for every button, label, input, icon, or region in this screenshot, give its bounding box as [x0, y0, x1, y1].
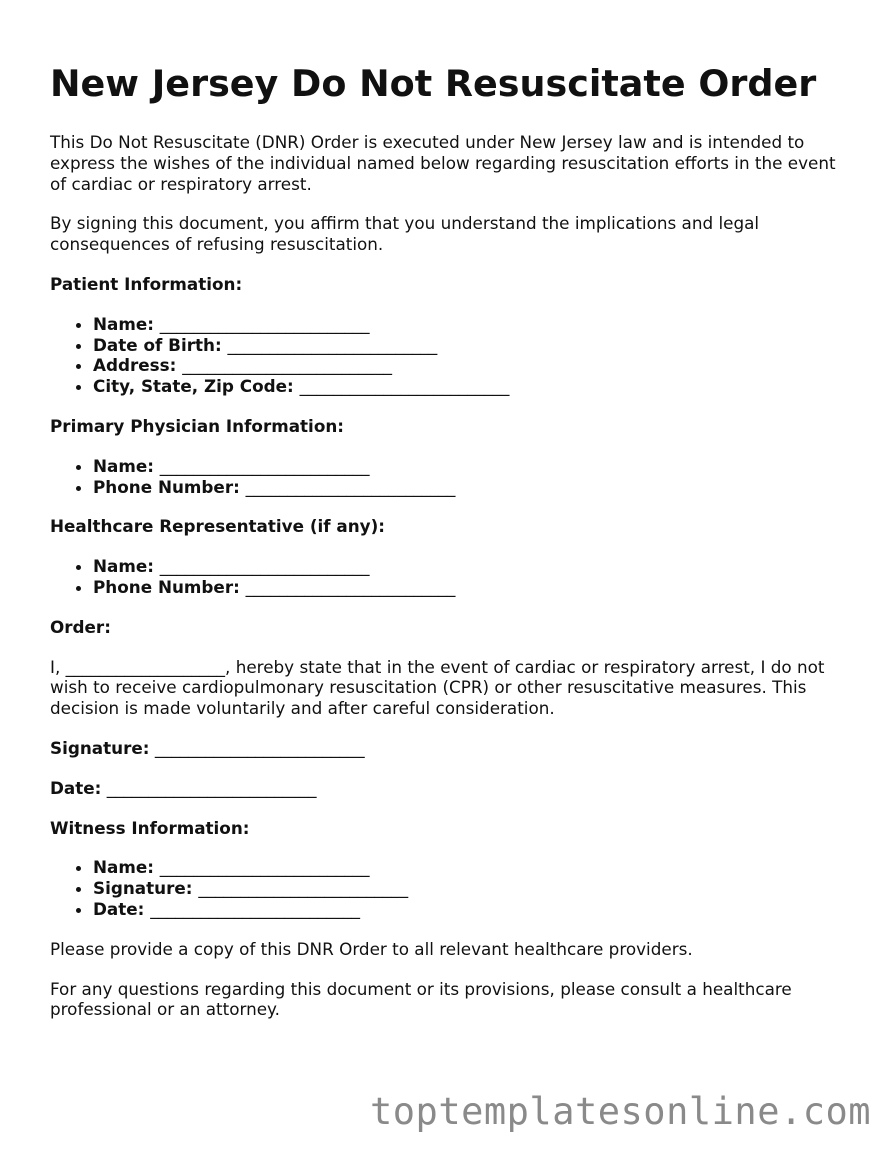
field-label: Date:	[93, 898, 145, 919]
patient-dob-blank: _________________________	[227, 334, 438, 355]
representative-name-blank: _________________________	[159, 556, 370, 577]
field-label: Date of Birth:	[93, 334, 222, 355]
field-label: Name:	[93, 313, 154, 334]
list-item	[93, 878, 850, 899]
field-label: Name:	[93, 556, 154, 577]
witness-date-blank: _________________________	[150, 898, 360, 919]
signature-blank: _________________________	[154, 737, 365, 758]
list-item	[93, 456, 850, 477]
field-label: Signature:	[93, 878, 193, 899]
list-item	[93, 899, 850, 920]
list-item	[93, 556, 850, 577]
signature-line	[50, 738, 850, 759]
patient-info-heading: Patient Information:	[50, 273, 243, 294]
date-label: Date:	[50, 777, 102, 798]
watermark-text: toptemplatesonline.com	[370, 1090, 872, 1133]
signature-label: Signature:	[50, 737, 150, 758]
intro-paragraph-1: This Do Not Resuscitate (DNR) Order is executed under New Jersey law and is intended to express the wishes of the individual named below regarding resuscitation efforts in the event of cardiac or respiratory arrest.	[50, 132, 836, 194]
field-label: Phone Number:	[93, 476, 240, 497]
closing-paragraph-1: Please provide a copy of this DNR Order to all relevant healthcare providers.	[50, 938, 693, 959]
field-label: Address:	[93, 355, 177, 376]
list-item	[93, 857, 850, 878]
physician-name-blank: _________________________	[159, 455, 370, 476]
list-item	[93, 577, 850, 598]
physician-phone-blank: _________________________	[245, 476, 456, 497]
field-label: Name:	[93, 455, 154, 476]
list-item	[93, 355, 850, 376]
witness-info-heading: Witness Information:	[50, 817, 250, 838]
date-line	[50, 778, 850, 799]
representative-info-list	[50, 556, 850, 598]
list-item	[93, 335, 850, 356]
patient-info-list	[50, 314, 850, 397]
witness-name-blank: _________________________	[159, 857, 370, 878]
order-statement: I, ___________________, hereby state that in the event of cardiac or respiratory arrest, I do not wish to receive cardiopulmonary resuscitation (CPR) or other resuscitative measures. This decision is made voluntarily and after careful consideration.	[50, 656, 825, 719]
physician-info-list	[50, 456, 850, 498]
list-item	[93, 477, 850, 498]
representative-info-heading: Healthcare Representative (if any):	[50, 516, 385, 537]
intro-paragraph-2: By signing this document, you affirm that you understand the implications and legal consequences of refusing resuscitation.	[50, 213, 760, 255]
date-blank: _________________________	[106, 777, 317, 798]
closing-paragraph-2: For any questions regarding this document or its provisions, please consult a healthcare professional or an attorney.	[50, 978, 792, 1020]
witness-info-list	[50, 857, 850, 919]
list-item	[93, 376, 850, 397]
order-heading: Order:	[50, 616, 111, 637]
patient-name-blank: _________________________	[159, 313, 370, 334]
patient-city-state-zip-blank: _________________________	[299, 376, 510, 397]
representative-phone-blank: _________________________	[245, 576, 456, 597]
list-item	[93, 314, 850, 335]
document-title: New Jersey Do Not Resuscitate Order	[50, 62, 817, 105]
witness-signature-blank: _________________________	[198, 878, 409, 899]
field-label: Name:	[93, 857, 154, 878]
patient-address-blank: _________________________	[182, 355, 392, 376]
document-page	[50, 62, 850, 1039]
field-label: Phone Number:	[93, 576, 240, 597]
field-label: City, State, Zip Code:	[93, 376, 294, 397]
physician-info-heading: Primary Physician Information:	[50, 415, 344, 436]
